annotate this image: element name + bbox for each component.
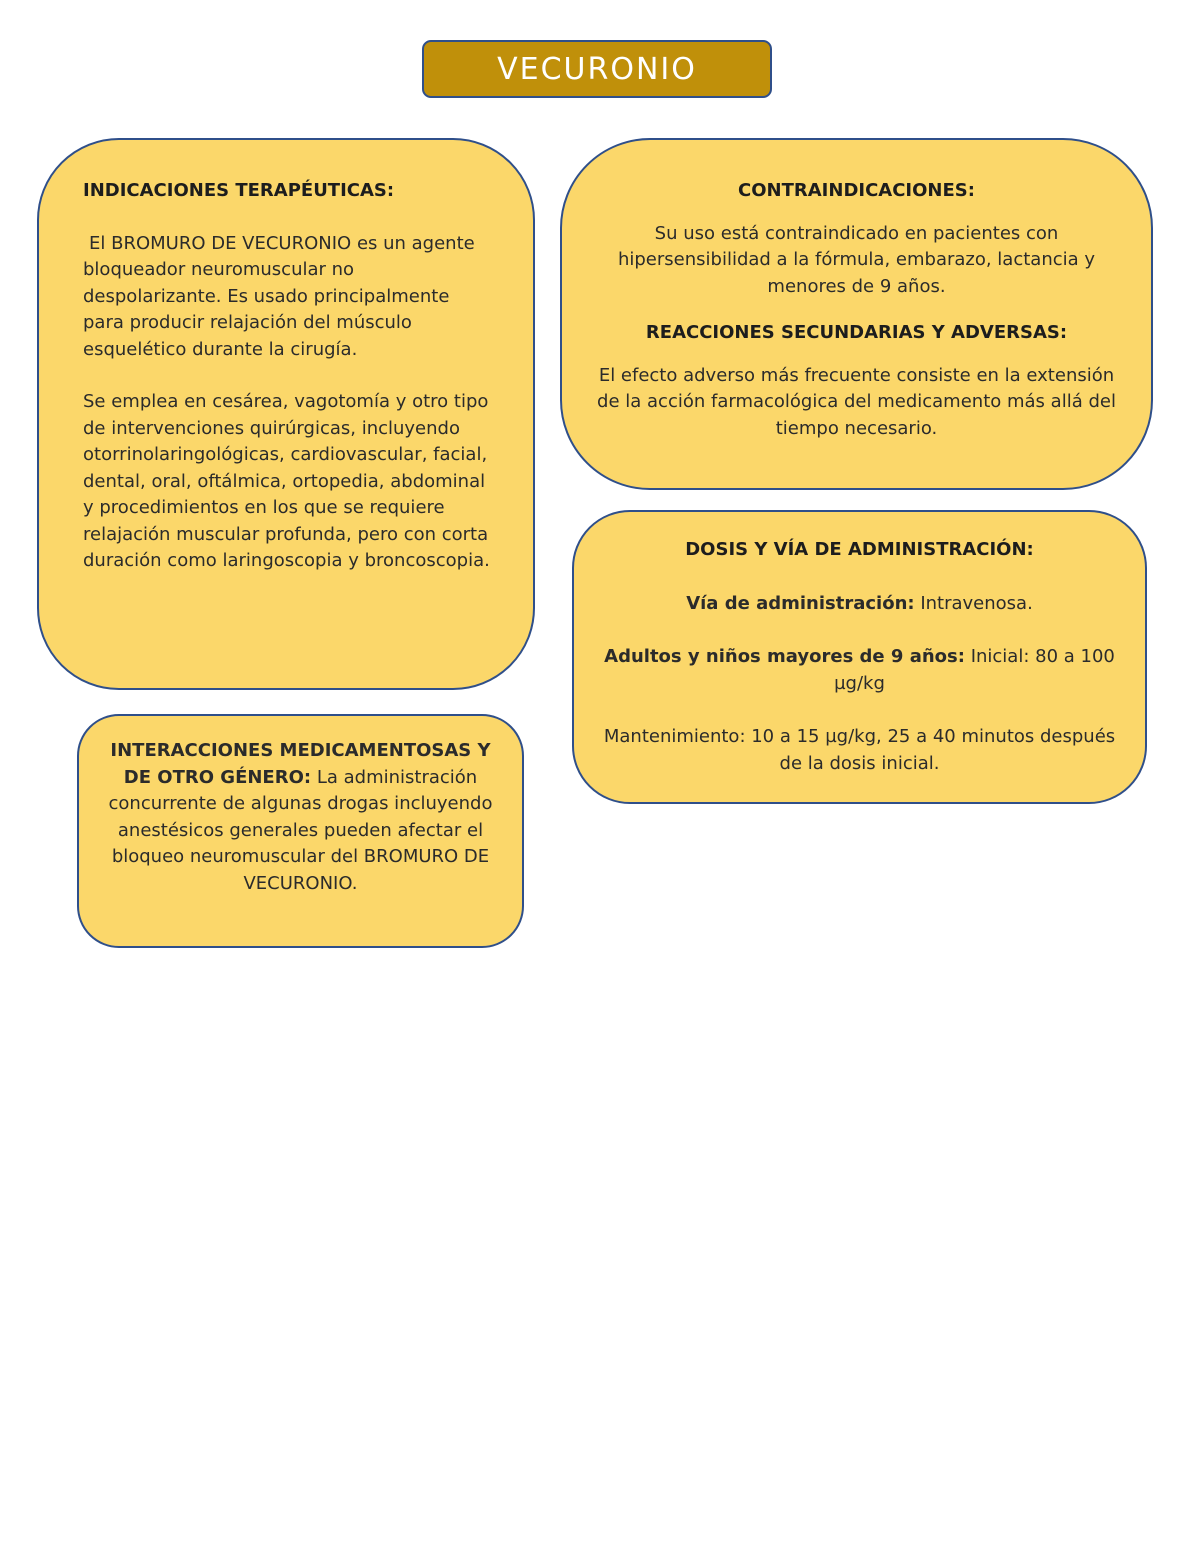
indicaciones-paragraph-2: Se emplea en cesárea, vagotomía y otro tipo de intervenciones quirúrgicas, incluyendo otorrinolaringológicas, cardiovascular, facial, dental, oral, oftálmica, ortopedia, abdominal y procedimientos en los que se requiere relajación muscular profunda, pero con corta duración como laringoscopia y broncoscopia. [83,391,490,571]
reacciones-heading: REACCIONES SECUNDARIAS Y ADVERSAS: [645,322,1068,343]
adultos-value: Inicial: 80 a 100 µg/kg [834,646,1115,694]
contraindicaciones-card [560,138,1153,490]
indicaciones-card [37,138,535,690]
dosis-heading: DOSIS Y VÍA DE ADMINISTRACIÓN: [685,539,1034,560]
via-label: Vía de administración: [686,592,915,614]
interacciones-card [77,714,524,948]
contraindicaciones-heading: CONTRAINDICACIONES: [738,180,975,201]
interacciones-heading: INTERACCIONES MEDICAMENTOSAS Y DE OTRO GÉNERO: [110,740,491,788]
page-title: VECURONIO [497,51,697,87]
contraindicaciones-text: Su uso está contraindicado en pacientes con hipersensibilidad a la fórmula, embarazo, lactancia y menores de 9 años. [617,222,1096,297]
mantenimiento-text: Mantenimiento: 10 a 15 µg/kg, 25 a 40 minutos después de la dosis inicial. [603,726,1116,774]
via-line [600,591,1119,618]
interacciones-paragraph [101,738,500,897]
adultos-line [600,644,1119,697]
via-value: Intravenosa. [920,592,1033,614]
interacciones-text: La administración concurrente de algunas drogas incluyendo anestésicos generales pueden afectar el bloqueo neuromuscular del BROMURO DE VECURONIO. [108,766,493,894]
title-banner [422,40,772,98]
indicaciones-paragraph-1: El BROMURO DE VECURONIO es un agente bloqueador neuromuscular no despolarizante. Es usado principalmente para producir relajación del músculo esquelético durante la cirugía. [83,232,475,360]
adultos-label: Adultos y niños mayores de 9 años: [604,646,965,667]
dosis-card [572,510,1147,804]
reacciones-text: El efecto adverso más frecuente consiste en la extensión de la acción farmacológica del medicamento más allá del tiempo necesario. [597,364,1116,439]
indicaciones-heading: INDICACIONES TERAPÉUTICAS: [83,180,395,201]
